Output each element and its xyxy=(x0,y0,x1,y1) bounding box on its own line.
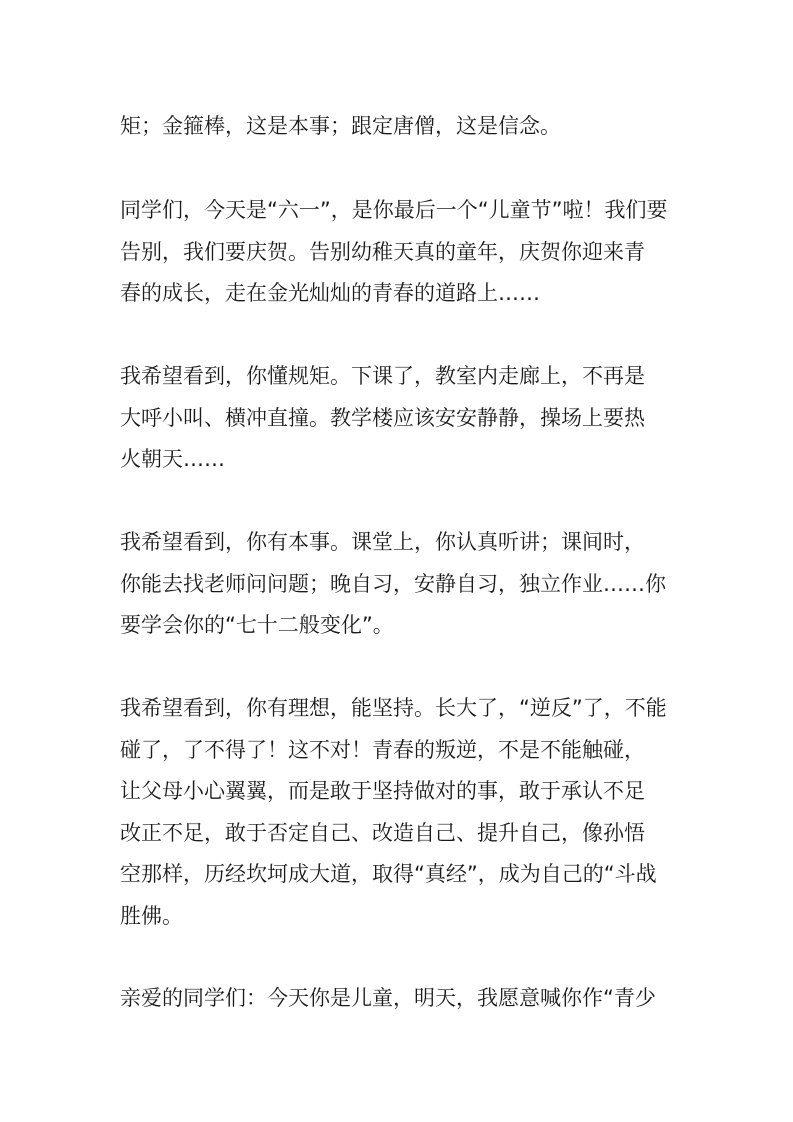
paragraph xyxy=(120,106,680,148)
text-line: 告别，我们要庆贺。告别幼稚天真的童年，庆贺你迎来青 xyxy=(120,239,645,264)
paragraph xyxy=(120,688,680,937)
text-line: 我希望看到，你有理想，能坚持。长大了，“逆反”了，不能 xyxy=(120,696,667,720)
text-line: 改正不足，敢于否定自己、改造自己、提升自己，像孙悟 xyxy=(120,820,645,845)
text-line: 我希望看到，你懂规矩。下课了，教室内走廊上，不再是 xyxy=(120,364,645,388)
paragraph xyxy=(120,978,680,1020)
text-line: 矩；金箍棒，这是本事；跟定唐僧，这是信念。 xyxy=(120,114,561,138)
text-line: 我希望看到，你有本事。课堂上，你认真听讲；课间时， xyxy=(120,530,645,554)
paragraph xyxy=(120,356,680,481)
text-line: 同学们，今天是“六一”，是你最后一个“儿童节”啦！我们要 xyxy=(120,198,668,222)
text-line: 让父母小心翼翼，而是敢于坚持做对的事，敢于承认不足 xyxy=(120,779,645,803)
text-line: 空那样，历经坎坷成大道，取得“真经”，成为自己的“斗战 xyxy=(120,862,657,886)
text-line: 亲爱的同学们：今天你是儿童，明天，我愿意喊你作“青少 xyxy=(120,986,656,1010)
paragraph xyxy=(120,190,680,315)
text-line: 要学会你的“七十二般变化”。 xyxy=(120,613,394,637)
text-line: 碰了，了不得了！这不对！青春的叛逆，不是不能触碰， xyxy=(120,737,645,762)
paragraph xyxy=(120,522,680,647)
text-line: 春的成长，走在金光灿灿的青春的道路上…… xyxy=(120,281,540,305)
text-line: 火朝天…… xyxy=(120,447,225,471)
text-line: 胜佛。 xyxy=(120,903,183,928)
text-line: 大呼小叫、横冲直撞。教学楼应该安安静静，操场上要热 xyxy=(120,405,645,430)
text-line: 你能去找老师问问题；晚自习，安静自习，独立作业……你 xyxy=(120,571,666,596)
